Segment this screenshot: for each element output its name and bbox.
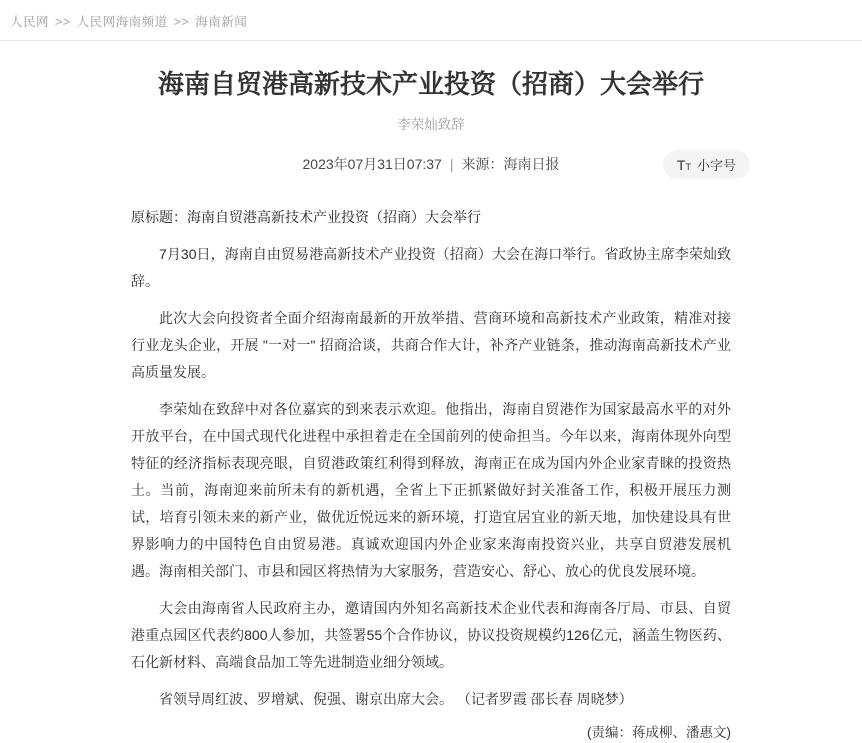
breadcrumb-link-hainan-news[interactable]: 海南新闻 — [195, 15, 248, 29]
article-body — [131, 204, 731, 743]
article-subtitle: 李荣灿致辞 — [397, 117, 465, 132]
font-size-button-label: 小字号 — [696, 158, 736, 173]
font-size-icon: T — [676, 157, 686, 173]
article-paragraph: 李荣灿在致辞中对各位嘉宾的到来表示欢迎。他指出，海南自贸港作为国家最高水平的对外开放平台，在中国式现代化进程中承担着走在全国前列的使命担当。今年以来，海南体现外向型特征的经济指标表现亮眼，自贸港政策红利得到释放，海南正在成为国内外企业家青睐的投资热土。当前，海南迎来前所未有的新机遇，全省上下正抓紧做好封关准备工作，积极开展压力测试，培育引领未来的新产业，做优近悦远来的新环境，打造宜居宜业的新天地，加快建设具有世界影响力的中国特色自由贸易港。真诚欢迎国内外企业家来海南投资兴业，共享自贸港发展机遇。海南相关部门、市县和园区将热情为大家服务，营造安心、舒心、放心的优良发展环境。 — [131, 401, 731, 579]
page-title: 海南自贸港高新技术产业投资（招商）大会举行 — [157, 69, 704, 99]
breadcrumb-link-peoples-net[interactable]: 人民网 — [10, 15, 50, 29]
article-source: 来源：海南日报 — [461, 156, 560, 172]
article-paragraph: 大会由海南省人民政府主办，邀请国内外知名高新技术企业代表和海南各厅局、市县、自贸港重点园区代表约800人参加，共签署55个合作协议，协议投资规模约126亿元，涵盖生物医药、石化新材料、高端食品加工等先进制造业细分领域。 — [131, 600, 731, 670]
breadcrumb-link-hainan-channel[interactable]: 人民网海南频道 — [76, 15, 168, 29]
article-paragraph: 此次大会向投资者全面介绍海南最新的开放举措、营商环境和高新技术产业政策，精准对接行业龙头企业，开展 "一对一" 招商洽谈，共商合作大计，补齐产业链条，推动海南高新技术产业高质量发展。 — [131, 310, 731, 380]
breadcrumb-separator: >> — [55, 15, 71, 29]
original-title: 原标题：海南自贸港高新技术产业投资（招商）大会举行 — [131, 209, 481, 225]
font-size-button[interactable] — [663, 150, 750, 179]
editors-credit: (责编：蒋成柳、潘惠文) — [587, 725, 731, 740]
article-paragraph: 7月30日，海南自由贸易港高新技术产业投资（招商）大会在海口举行。省政协主席李荣灿致辞。 — [131, 246, 731, 289]
publish-date: 2023年07月31日07:37 — [302, 156, 442, 172]
meta-separator: | — [449, 156, 454, 172]
breadcrumb — [0, 0, 862, 41]
font-size-icon-small: T — [685, 162, 691, 172]
article-paragraph: 省领导周红波、罗增斌、倪强、谢京出席大会。 （记者罗霞 邵长春 周晓梦） — [159, 691, 633, 707]
breadcrumb-separator: >> — [173, 15, 190, 29]
